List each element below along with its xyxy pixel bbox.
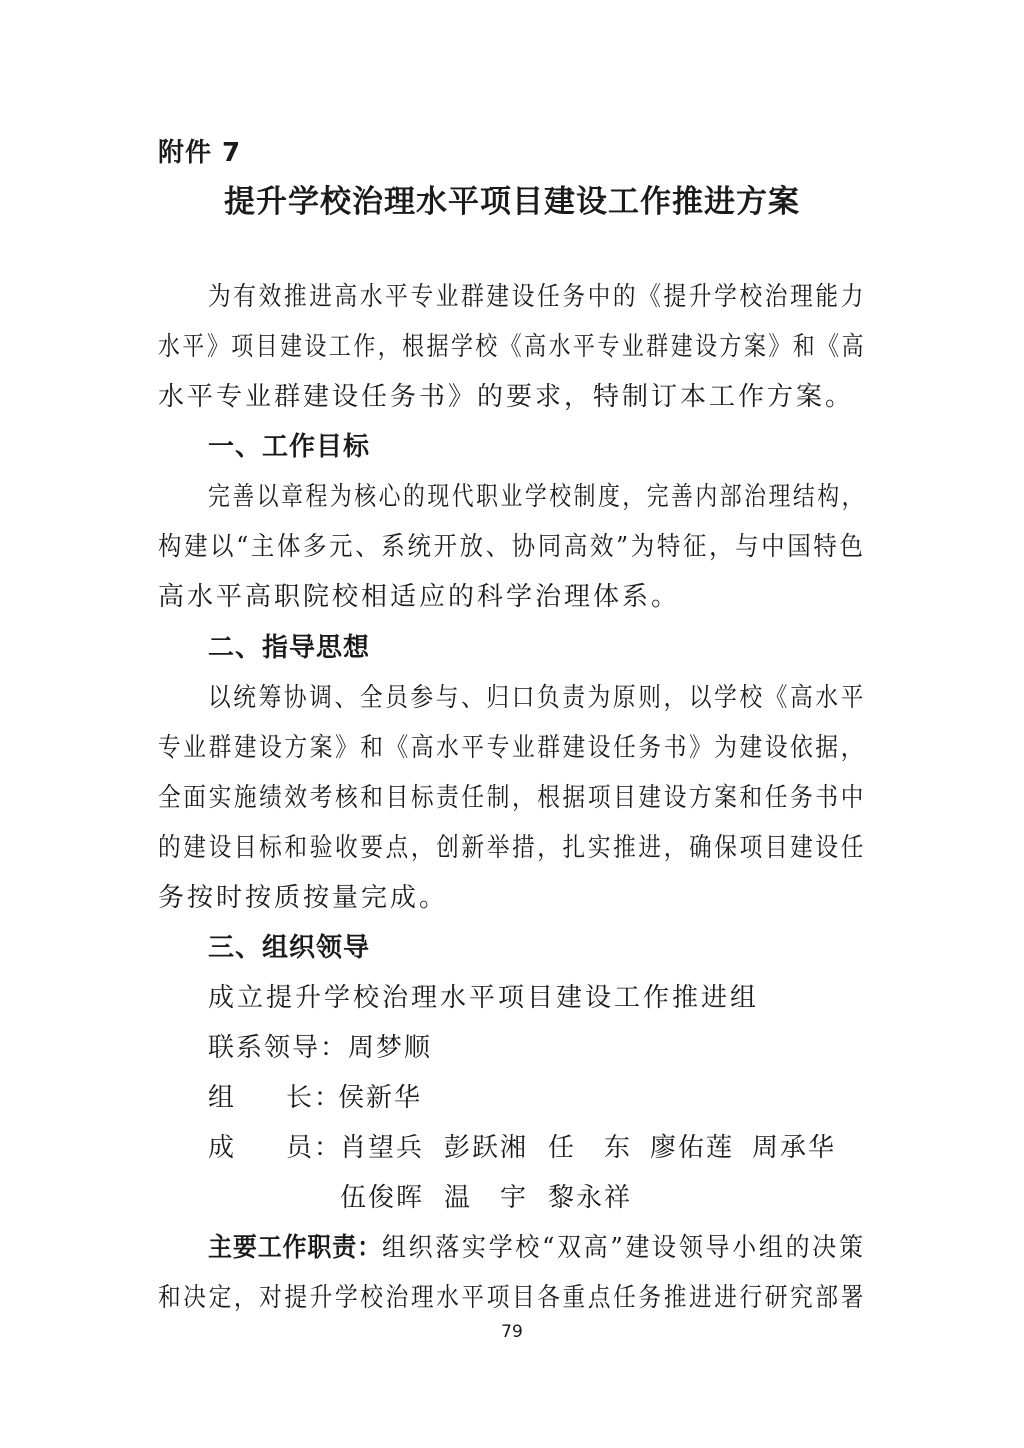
guidance-line-2: 专业群建设方案》和《高水平专业群建设任务书》为建设依据，: [158, 733, 866, 763]
duty-line-1: [208, 1227, 866, 1264]
member-name: 肖望兵: [340, 1133, 425, 1163]
contact-leader: [208, 1027, 432, 1064]
goals-line-1: 完善以章程为核心的现代职业学校制度，完善内部治理结构，: [208, 482, 867, 512]
group-name: 成立提升学校治理水平项目建设工作推进组: [208, 983, 760, 1013]
goals-line-2: 构建以“主体多元、系统开放、协同高效”为特征，与中国特色: [158, 532, 866, 562]
member-name: 周承华: [752, 1133, 837, 1163]
member-name: 黎永祥: [548, 1183, 633, 1213]
contact-label: 联系领导：: [208, 1033, 349, 1063]
member-name: 彭跃湘: [444, 1133, 529, 1163]
duty-text: 组织落实学校“双高”建设领导小组的决策: [381, 1233, 866, 1263]
goals-line-3: 高水平高职院校相适应的科学治理体系。: [158, 582, 681, 612]
intro-line-1: 为有效推进高水平专业群建设任务中的《提升学校治理能力: [208, 282, 867, 312]
attachment-label: 附件 7: [158, 138, 242, 168]
group-leader-label-2: 长：: [286, 1083, 343, 1113]
group-leader-label-1: 组: [208, 1083, 237, 1113]
document-title: 提升学校治理水平项目建设工作推进方案: [224, 184, 800, 220]
members-label-1: 成: [208, 1133, 237, 1163]
members-label-2: 员：: [286, 1133, 343, 1163]
member-name: 温 宇: [444, 1183, 529, 1213]
guidance-line-5: 务按时按质按量完成。: [158, 883, 449, 913]
section-heading-guidance: 二、指导思想: [208, 633, 371, 663]
member-name: 廖佑莲: [650, 1133, 735, 1163]
duty-label: 主要工作职责：: [208, 1233, 382, 1263]
duty-line-2: 和决定，对提升学校治理水平项目各重点任务推进进行研究部署: [158, 1283, 866, 1313]
section-heading-goals: 一、工作目标: [208, 432, 371, 462]
intro-line-3: 水平专业群建设任务书》的要求，特制订本工作方案。: [158, 382, 855, 412]
guidance-line-3: 全面实施绩效考核和目标责任制，根据项目建设方案和任务书中: [158, 783, 866, 813]
guidance-line-1: 以统筹协调、全员参与、归口负责为原则，以学校《高水平: [208, 683, 867, 713]
member-name: 伍俊晖: [340, 1183, 425, 1213]
intro-line-2: 水平》项目建设工作，根据学校《高水平专业群建设方案》和《高: [158, 332, 867, 362]
page-number: 79: [501, 1322, 523, 1342]
guidance-line-4: 的建设目标和验收要点，创新举措，扎实推进，确保项目建设任: [158, 833, 866, 863]
section-heading-leadership: 三、组织领导: [208, 933, 371, 963]
contact-name: 周梦顺: [348, 1033, 433, 1063]
member-name: 任 东: [548, 1133, 633, 1163]
group-leader-name: 侯新华: [338, 1083, 423, 1113]
